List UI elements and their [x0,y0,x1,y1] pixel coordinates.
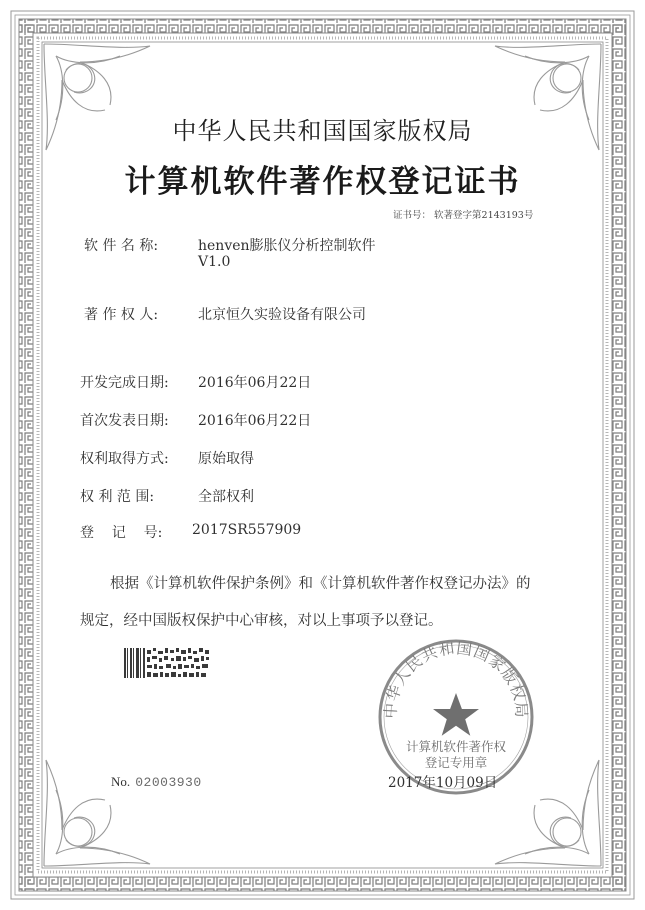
field-label-completion-date: 开发完成日期: [80,375,169,391]
issue-date: 2017年10月09日 [388,775,498,791]
certificate-title: 计算机软件著作权登记证书 [124,164,521,200]
seal-center-line-1: 计算机软件著作权 [405,739,507,754]
field-label-publication-date: 首次发表日期: [80,413,169,429]
field-value-rights-scope: 全部权利 [198,489,254,505]
field-value-software-version: V1.0 [198,254,231,270]
serial-number [111,771,202,790]
serial-number-value: 02003930 [135,775,202,790]
field-value-publication-date: 2016年06月22日 [198,413,312,429]
field-label-registration-number: 登 记 号: [80,525,163,541]
field-label-software-name: 软 件 名 称: [84,238,159,254]
statement-line-1: 根据《计算机软件保护条例》和《计算机软件著作权登记办法》的 [110,576,531,592]
seal-center-line-2: 登记专用章 [424,755,488,770]
star-icon [433,693,479,736]
field-value-completion-date: 2016年06月22日 [198,375,312,391]
field-label-acquisition-method: 权利取得方式: [80,451,169,467]
certificate-number [393,207,533,221]
field-label-copyright-owner: 著 作 权 人: [84,307,159,323]
certificate-number-value: 软著登字第2143193号 [434,210,534,221]
serial-number-label: No. [111,774,131,789]
field-value-software-name: henven膨胀仪分析控制软件 [198,238,376,254]
field-value-acquisition-method: 原始取得 [198,451,254,467]
field-label-rights-scope: 权 利 范 围: [80,489,155,505]
seal-ring-text: 中华人民共和国国家版权局 [381,639,531,720]
certificate-number-label: 证书号： [393,210,432,221]
statement-line-2: 规定，经中国版权保护中心审核，对以上事项予以登记。 [80,613,443,629]
field-value-copyright-owner: 北京恒久实验设备有限公司 [198,307,366,323]
barcode [124,648,210,678]
issuing-authority: 中华人民共和国国家版权局 [172,117,473,145]
field-value-registration-number: 2017SR557909 [192,522,302,538]
